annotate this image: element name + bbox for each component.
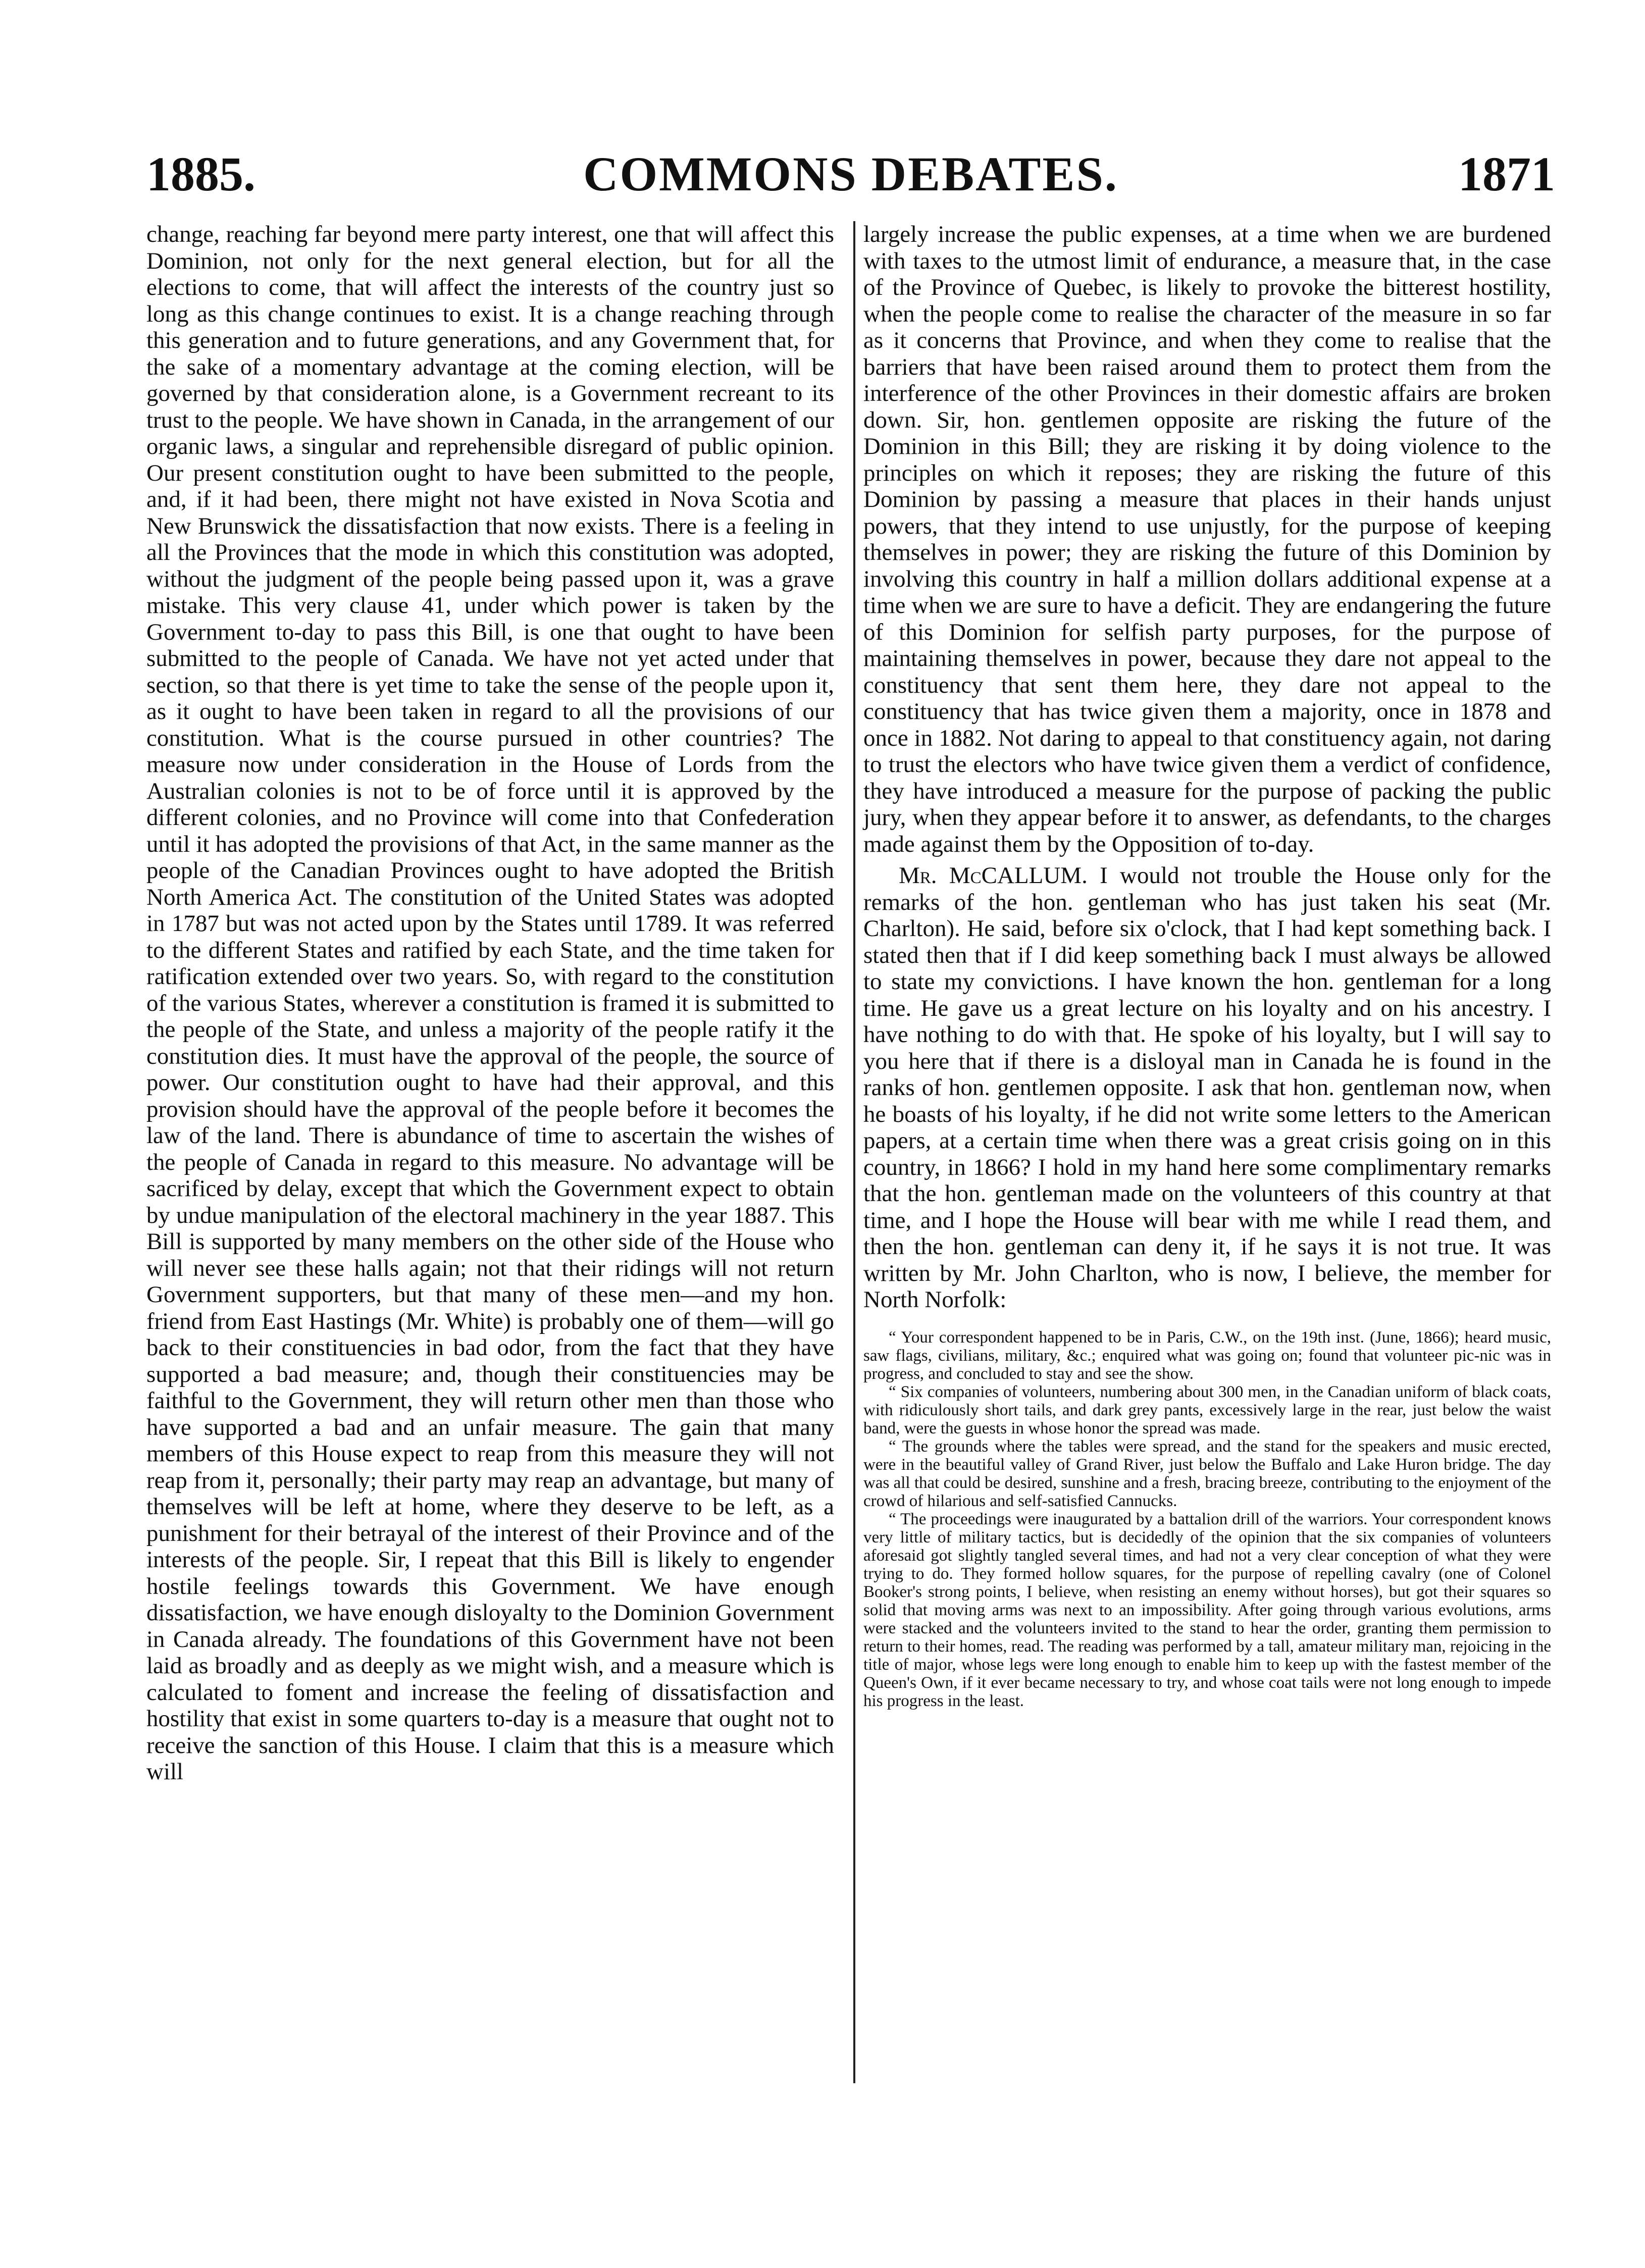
quoted-letter (863, 1328, 1551, 1710)
page-header (146, 146, 1555, 212)
quote-paragraph-4: “ The proceedings were inaugurated by a battalion drill of the warriors. Your correspondent knows very little of military tactics, but is decidedly of the opinion that the six companies of volunteers aforesaid got slightly tangled several times, and had not a very clear conception of what they were trying to do. They formed hollow squares, for the purpose of repelling cavalry (one of Colonel Booker's strong points, I believe, when resisting an enemy without horses), but got their squares so solid that moving arms was next to an impossibility. After going through various evolutions, arms were stacked and the volunteers invited to the stand to hear the order, granting them permission to return to their homes, read. The reading was performed by a tall, amateur military man, rejoicing in the title of major, whose legs were long enough to enable him to keep up with the fastest member of the Queen's Own, if it ever became necessary to try, and whose coat tails were not long enough to impede his progress in the least. (863, 1510, 1551, 1710)
quote-paragraph-1: “ Your correspondent happened to be in Paris, C.W., on the 19th inst. (June, 1866); heard music, saw flags, civilians, military, &c.; enquired what was going on; found that volunteer pic-nic was in progress, and concluded to stay and see the show. (863, 1328, 1551, 1383)
left-paragraph-1: change, reaching far beyond mere party interest, one that will affect this Dominion, not only for the next general election, but for all the elections to come, that will affect the interests of the country just so long as this change continues to exist. It is a change reaching through this generation and to future generations, and any Government that, for the sake of a momentary advantage at the coming election, will be governed by that consideration alone, is a Government recreant to its trust to the people. We have shown in Canada, in the arrangement of our organic laws, a singular and reprehensible disregard of public opinion. Our present constitution ought to have been submitted to the people, and, if it had been, there might not have existed in Nova Scotia and New Brunswick the dissatisfaction that now exists. There is a feeling in all the Provinces that the mode in which this constitution was adopted, without the judgment of the people being passed upon it, was a grave mistake. This very clause 41, under which power is taken by the Government to-day to pass this Bill, is one that ought to have been submitted to the people of Canada. We have not yet acted under that section, so that there is yet time to take the sense of the people upon it, as it ought to have been taken in regard to all the provisions of our constitution. What is the course pursued in other countries? The measure now under consideration in the House of Lords from the Australian colonies is not to be of force until it is approved by the different colonies, and no Province will come into that Confederation until it has adopted the provisions of that Act, in the same manner as the people of the Canadian Provinces ought to have adopted the British North America Act. The constitution of the United States was adopted in 1787 but was not acted upon by the States until 1789. It was referred to the different States and ratified by each State, and the time taken for ratification extended over two years. So, with regard to the constitution of the various States, wherever a constitution is framed it is submitted to the people of the State, and unless a majority of the people ratify it the constitution dies. It must have the approval of the people, the source of power. Our constitution ought to have had their approval, and this provision should have the approval of the people before it becomes the law of the land. There is abundance of time to ascertain the wishes of the people of Canada in regard to this measure. No advantage will be sacrificed by delay, except that which the Government expect to obtain by undue manipulation of the electoral machinery in the year 1887. This Bill is supported by many members on the other side of the House who will never see these halls again; not that their ridings will not return Government supporters, but that many of these men—and my hon. friend from East Hastings (Mr. White) is probably one of them—will go back to their constituencies in bad odor, from the fact that they have supported a bad measure; and, though their constituencies may be faithful to the Government, they will return other men than those who have supported a bad and an unfair measure. The gain that many members of this House expect to reap from this measure they will not reap from it, personally; their party may reap an advantage, but many of themselves will be left at home, where they deserve to be left, as a punishment for their betrayal of the interest of their Province and of the interests of the people. Sir, I repeat that this Bill is likely to engender hostile feelings towards this Government. We have enough dissatisfaction, we have enough disloyalty to the Dominion Government in Canada already. The foundations of this Government have not been laid as broadly and as deeply as we might wish, and a measure which is calculated to foment and increase the feeling of dissatisfaction and hostility that exist in some quarters to-day is a measure that ought not to receive the sanction of this House. I claim that this is a measure which will (146, 221, 834, 1785)
header-year: 1885. (146, 147, 255, 201)
header-page-number: 1871 (1458, 147, 1555, 201)
right-column (863, 221, 1551, 1710)
speech-paragraph (863, 862, 1551, 1313)
left-column (146, 221, 834, 1785)
column-divider (853, 221, 855, 2083)
right-paragraph-1: largely increase the public expenses, at a time when we are burdened with taxes to the utmost limit of endurance, a measure that, in the case of the Province of Quebec, is likely to provoke the bitterest hostility, when the people come to realise the character of the measure in so far as it concerns that Province, and when they come to realise that the barriers that have been raised around them to protect them from the interference of the other Provinces in their domestic affairs are broken down. Sir, hon. gentlemen opposite are risking the future of the Dominion in this Bill; they are risking it by doing violence to the principles on which it reposes; they are risking the future of this Dominion by passing a measure that places in their hands unjust powers, that they intend to use unjustly, for the purpose of keeping themselves in power; they are risking the future of this Dominion by involving this country in half a million dollars additional expense at a time when we are sure to have a deficit. They are endangering the future of this Dominion for selfish party purposes, for the purpose of maintaining themselves in power, because they dare not appeal to the constituency that sent them here, they dare not appeal to the constituency that has twice given them a majority, once in 1878 and once in 1882. Not daring to appeal to that constituency again, not daring to trust the electors who have twice given them a verdict of confidence, they have introduced a measure for the purpose of packing the public jury, when they appear before it to answer, as defendants, to the charges made against them by the Opposition of to-day. (863, 221, 1551, 857)
quote-paragraph-2: “ Six companies of volunteers, numbering about 300 men, in the Canadian uniform of black coats, with ridiculously short tails, and dark grey pants, excessively large in the rear, just below the waist band, were the guests in whose honor the spread was made. (863, 1382, 1551, 1437)
header-title: COMMONS DEBATES. (583, 147, 1118, 201)
quote-paragraph-3: “ The grounds where the tables were spread, and the stand for the speakers and music erected, were in the beautiful valley of Grand River, just below the Buffalo and Lake Huron bridge. The day was all that could be desired, sunshine and a fresh, bracing breeze, contributing to the enjoyment of the crowd of hilarious and self-satisfied Cannucks. (863, 1437, 1551, 1510)
speech-text: I would not trouble the House only for the remarks of the hon. gentleman who has just taken his seat (Mr. Charlton). He said, before six o'clock, that I had kept something back. I stated then that if I did keep something back I must always be allowed to state my convictions. I have known the hon. gentleman for a long time. He gave us a great lecture on his loyalty and on his ancestry. I have nothing to do with that. He spoke of his loyalty, but I will say to you here that if there is a disloyal man in Canada he is found in the ranks of hon. gentlemen opposite. I ask that hon. gentleman now, when he boasts of his loyalty, if he did not write some letters to the American papers, at a certain time when there was a great crisis going on in this country, in 1866? I hold in my hand here some complimentary remarks that the hon. gentleman made on the volunteers of this country at that time, and I hope the House will bear with me while I read them, and then the hon. gentleman can deny it, if he says it is not true. It was written by Mr. John Charlton, who is now, I believe, the member for North Norfolk: (863, 862, 1551, 1313)
speaker-name: Mr. McCALLUM. (899, 862, 1088, 889)
